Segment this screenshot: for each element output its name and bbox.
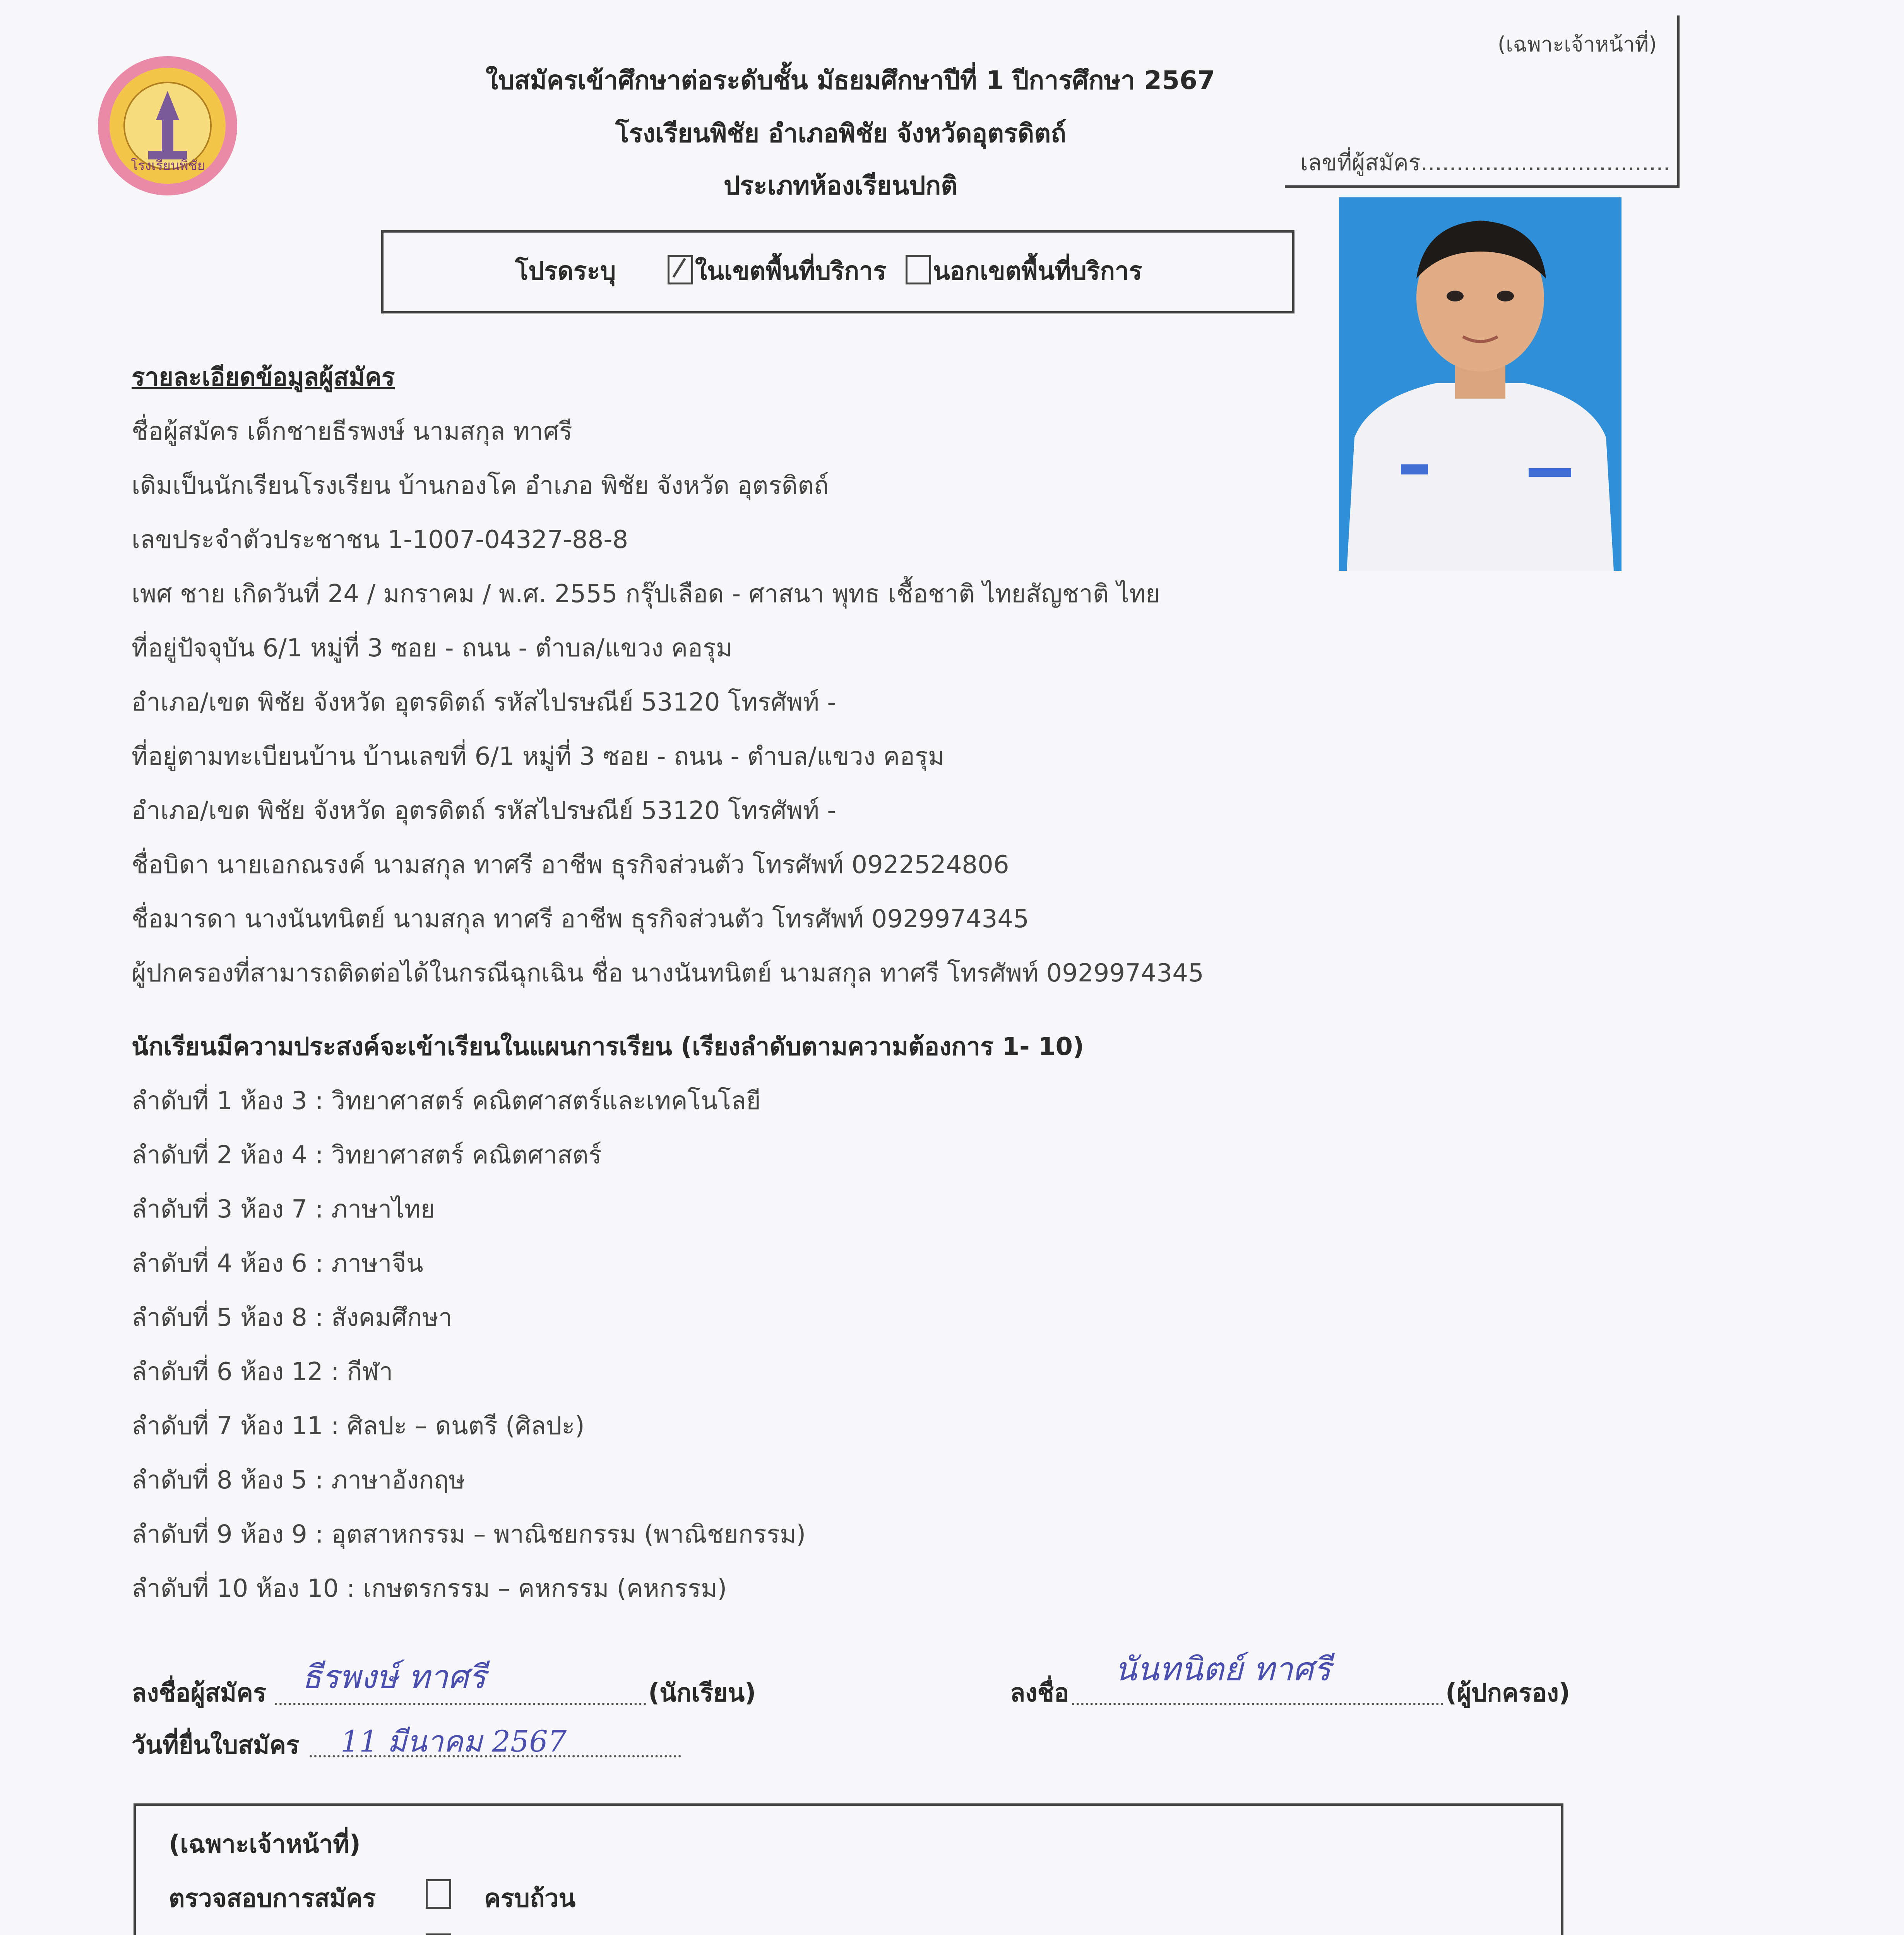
complete-checkbox[interactable]: [420, 1879, 457, 1909]
form-title: ใบสมัครเข้าศึกษาต่อระดับชั้น มัธยมศึกษาปีที่ 1 ปีการศึกษา 2567: [486, 65, 1215, 95]
personal-info-line: เพศ ชาย เกิดวันที่ 24 / มกราคม / พ.ศ. 2555 กรุ๊ปเลือด - ศาสนา พุทธ เชื้อชาติ ไทยสัญชาติ ไทย: [132, 580, 1160, 608]
service-area-label: โปรดระบุ: [515, 257, 616, 286]
logo-text: โรงเรียนพิชัย: [131, 158, 205, 173]
registered-address-line: ที่อยู่ตามทะเบียนบ้าน บ้านเลขที่ 6/1 หมู่ที่ 3 ซอย - ถนน - ตำบล/แขวง คอรุม: [132, 742, 945, 771]
previous-school-line: เดิมเป็นนักเรียนโรงเรียน บ้านกองโค อำเภอ พิชัย จังหวัด อุตรดิตถ์: [132, 471, 829, 500]
registered-address-district-line: อำเภอ/เขต พิชัย จังหวัด อุตรดิตถ์ รหัสไปรษณีย์ 53120 โทรศัพท์ -: [132, 796, 836, 825]
classroom-type: ประเภทห้องเรียนปกติ: [724, 171, 958, 200]
school-logo: [96, 54, 239, 197]
guardian-line: ผู้ปกครองที่สามารถติดต่อได้ในกรณีฉุกเฉิน ชื่อ นางนันทนิตย์ นามสกุล ทาศรี โทรศัพท์ 0929974345: [132, 959, 1204, 988]
check-mark-icon: [669, 257, 687, 279]
in-area-label: ในเขตพื้นที่บริการ: [695, 257, 887, 286]
preference-item: ลำดับที่ 9 ห้อง 9 : อุตสาหกรรม – พาณิชยกรรม (พาณิชยกรรม): [132, 1520, 806, 1549]
complete-label: ครบถ้วน: [484, 1884, 576, 1913]
applicant-number-field[interactable]: เลขที่ผู้สมัคร...................................: [1300, 149, 1671, 176]
current-address-district-line: อำเภอ/เขต พิชัย จังหวัด อุตรดิตถ์ รหัสไปรษณีย์ 53120 โทรศัพท์ -: [132, 688, 836, 717]
preference-item: ลำดับที่ 8 ห้อง 5 : ภาษาอังกฤษ: [132, 1466, 465, 1495]
national-id-line: เลขประจำตัวประชาชน 1-1007-04327-88-8: [132, 526, 628, 554]
current-address-line: ที่อยู่ปัจจุบัน 6/1 หมู่ที่ 3 ซอย - ถนน - ตำบล/แขวง คอรุม: [132, 634, 733, 663]
applicant-photo: [1339, 197, 1621, 571]
submit-date-label: วันที่ยื่นใบสมัคร: [132, 1731, 300, 1760]
mother-line: ชื่อมารดา นางนันทนิตย์ นามสกุล ทาศรี อาชีพ ธุรกิจส่วนตัว โทรศัพท์ 0929974345: [132, 905, 1029, 933]
preferences-title: นักเรียนมีความประสงค์จะเข้าเรียนในแผนการเรียน (เรียงลำดับตามความต้องการ 1- 10): [132, 1033, 1084, 1061]
preference-item: ลำดับที่ 3 ห้อง 7 : ภาษาไทย: [132, 1195, 435, 1224]
student-portrait-icon: [1339, 197, 1621, 571]
preference-item: ลำดับที่ 10 ห้อง 10 : เกษตรกรรม – คหกรรม (คหกรรม): [132, 1574, 727, 1603]
applicant-section-title: รายละเอียดข้อมูลผู้สมัคร: [132, 363, 395, 392]
preference-item: ลำดับที่ 5 ห้อง 8 : สังคมศึกษา: [132, 1303, 452, 1332]
service-area-box: [381, 230, 1294, 313]
officer-box-title: (เฉพาะเจ้าหน้าที่): [1498, 32, 1657, 57]
staff-section-title: (เฉพาะเจ้าหน้าที่): [169, 1830, 361, 1859]
preference-item: ลำดับที่ 1 ห้อง 3 : วิทยาศาสตร์ คณิตศาสตร์และเทคโนโลยี: [132, 1087, 761, 1115]
student-signature-label: ลงชื่อผู้สมัคร: [132, 1679, 267, 1707]
out-area-label: นอกเขตพื้นที่บริการ: [933, 257, 1142, 286]
incomplete-checkbox[interactable]: [420, 1933, 457, 1935]
school-emblem-icon: [96, 54, 239, 197]
applicant-name-line: ชื่อผู้สมัคร เด็กชายธีรพงษ์ นามสกุล ทาศรี: [132, 417, 572, 446]
school-name: โรงเรียนพิชัย อำเภอพิชัย จังหวัดอุตรดิตถ์: [615, 118, 1067, 148]
preference-item: ลำดับที่ 2 ห้อง 4 : วิทยาศาสตร์ คณิตศาสตร์: [132, 1141, 602, 1170]
father-line: ชื่อบิดา นายเอกณรงค์ นามสกุล ทาศรี อาชีพ ธุรกิจส่วนตัว โทรศัพท์ 0922524806: [132, 851, 1009, 879]
out-area-checkbox[interactable]: [900, 255, 937, 284]
parent-signature-label: ลงชื่อ: [1010, 1679, 1069, 1707]
officer-box: [1285, 15, 1680, 188]
preference-item: ลำดับที่ 4 ห้อง 6 : ภาษาจีน: [132, 1249, 423, 1278]
check-application-label: ตรวจสอบการสมัคร: [169, 1884, 376, 1913]
in-area-checkbox[interactable]: [662, 255, 699, 284]
student-role: (นักเรียน): [648, 1679, 756, 1707]
parent-signature: นันทนิตย์ ทาศรี: [1115, 1650, 1331, 1688]
student-signature: ธีรพงษ์ ทาศรี: [302, 1658, 486, 1696]
parent-role: (ผู้ปกครอง): [1445, 1679, 1570, 1707]
preference-item: ลำดับที่ 6 ห้อง 12 : กีฬา: [132, 1358, 393, 1386]
student-signature-line[interactable]: [275, 1703, 646, 1705]
preference-item: ลำดับที่ 7 ห้อง 11 : ศิลปะ – ดนตรี (ศิลปะ): [132, 1412, 585, 1440]
submit-date-value: 11 มีนาคม 2567: [341, 1724, 567, 1759]
parent-signature-line[interactable]: [1072, 1703, 1443, 1705]
staff-section-box: [134, 1803, 1563, 1935]
